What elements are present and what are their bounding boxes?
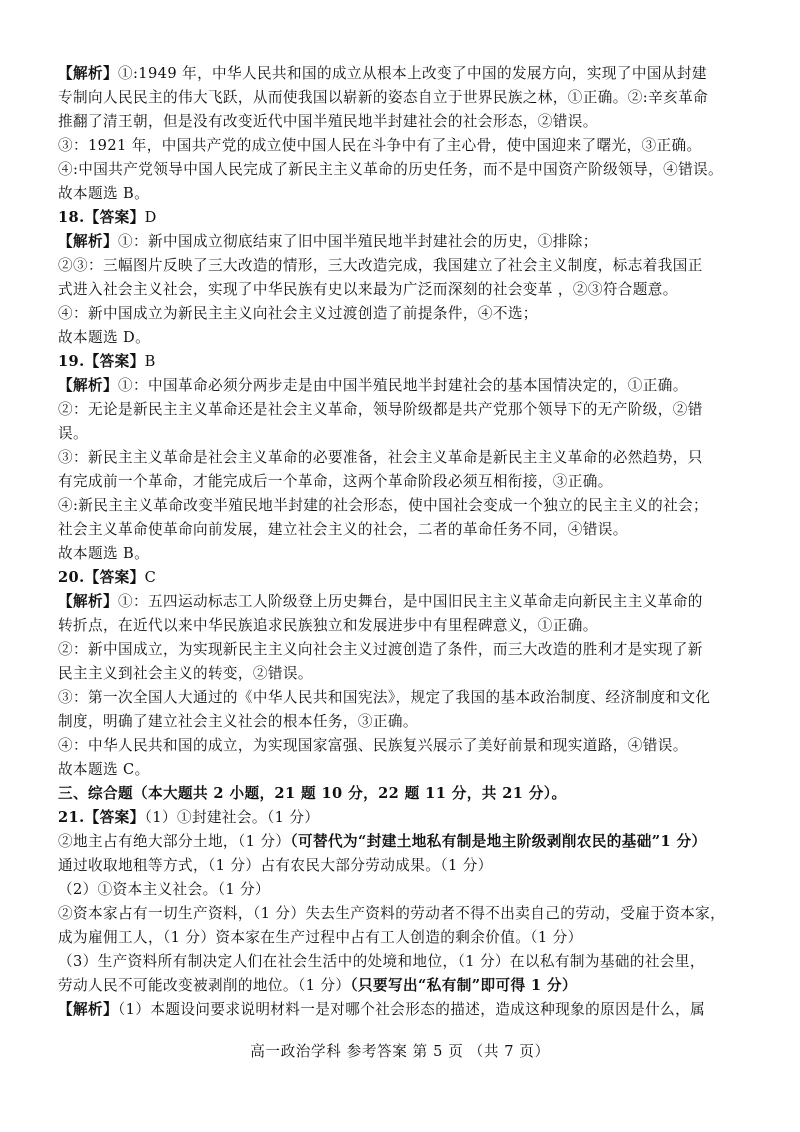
text-line bbox=[58, 806, 758, 830]
line-text: ④：中华人民共和国的成立，为实现国家富强、民族复兴展示了美好前景和现实道路，④错误。 bbox=[58, 737, 688, 754]
bold-text: 18. bbox=[58, 209, 85, 226]
line-text: 转折点，在近代以来中华民族追求民族独立和发展进步中有里程碑意义，①正确。 bbox=[58, 617, 598, 634]
line-text: （2）①资本主义社会。（1 分） bbox=[58, 881, 271, 898]
line-text: （1）①封建社会。（1 分） bbox=[144, 809, 320, 826]
line-text: （1）本题设问要求说明材料一是对哪个社会形态的描述，造成这种现象的原因是什么，属 bbox=[117, 1001, 706, 1018]
bold-text: （只要写出“私有制”即可得 1 分） bbox=[350, 977, 578, 994]
text-line bbox=[58, 182, 758, 206]
text-line bbox=[58, 998, 758, 1022]
text-line bbox=[58, 686, 758, 710]
bold-text: 19. bbox=[58, 353, 85, 370]
text-line bbox=[58, 86, 758, 110]
text-line bbox=[58, 398, 758, 422]
text-line bbox=[58, 974, 758, 998]
bold-text: 20. bbox=[58, 569, 85, 586]
line-text: ③：新民主主义革命是社会主义革命的必要准备，社会主义革命是新民主主义革命的必然趋势，只 bbox=[58, 449, 703, 466]
line-text: ④:中国共产党领导中国人民完成了新民主主义革命的历史任务，而不是中国资产阶级领导，④错误。 bbox=[58, 161, 724, 178]
page-footer: 高一政治学科 参考答案 第 5 页 （共 7 页） bbox=[250, 1043, 550, 1060]
line-text: 故本题选 B。 bbox=[58, 185, 150, 202]
bold-text: 【解析】 bbox=[58, 377, 118, 394]
text-line bbox=[58, 134, 758, 158]
line-text: 式进入社会主义社会，实现了中华民族有史以来最为广泛而深刻的社会变革 ，②③符合题意。 bbox=[58, 281, 678, 298]
line-text: ②资本家占有一切生产资料，（1 分）失去生产资料的劳动者不得不出卖自己的劳动，受雇于资本家， bbox=[58, 905, 726, 922]
text-line bbox=[58, 878, 758, 902]
line-text: ④：新中国成立为新民主主义向社会主义过渡创造了前提条件，④不选； bbox=[58, 305, 538, 322]
line-text: ②：无论是新民主主义革命还是社会主义革命，领导阶级都是共产党那个领导下的无产阶级，②错 bbox=[58, 401, 703, 418]
text-line bbox=[58, 206, 758, 230]
line-text: 故本题选 D。 bbox=[58, 329, 151, 346]
text-line bbox=[58, 158, 758, 182]
line-text: ④:新民主主义革命改变半殖民地半封建的社会形态，使中国社会变成一个独立的民主主义的社会； bbox=[58, 497, 709, 514]
bold-text: 【答案】 bbox=[84, 209, 145, 226]
line-text: ②地主占有绝大部分土地，（1 分） bbox=[58, 833, 291, 850]
line-text: 推翻了清王朝，但是没有改变近代中国半殖民地半封建社会的社会形态，②错误。 bbox=[58, 113, 598, 130]
text-line bbox=[58, 110, 758, 134]
text-line bbox=[58, 782, 758, 806]
line-text: ①：五四运动标志工人阶级登上历史舞台，是中国旧民主主义革命走向新民主主义革命的 bbox=[117, 593, 703, 610]
text-line bbox=[58, 566, 758, 590]
bold-text: 【答案】 bbox=[84, 353, 145, 370]
line-text: 制度，明确了建立社会主义社会的根本任务，③正确。 bbox=[58, 713, 418, 730]
bold-text: 【答案】 bbox=[84, 569, 145, 586]
line-text: 有完成前一个革命，才能完成后一个革命，这两个革命阶段必须互相衔接，③正确。 bbox=[58, 473, 613, 490]
text-line bbox=[58, 830, 758, 854]
bold-text: 【解析】 bbox=[58, 1001, 118, 1018]
text-line bbox=[58, 590, 758, 614]
bold-text: 【答案】 bbox=[84, 809, 145, 826]
line-text: （3）生产资料所有制决定人们在社会生活中的处境和地位，（1 分）在以私有制为基础的社会里， bbox=[58, 953, 705, 970]
text-line bbox=[58, 62, 758, 86]
line-text: 故本题选 B。 bbox=[58, 545, 150, 562]
text-line bbox=[58, 350, 758, 374]
line-text: ①:1949 年，中华人民共和国的成立从根本上改变了中国的发展方向，实现了中国从封建 bbox=[117, 65, 707, 82]
line-text: ①：中国革命必须分两步走是由中国半殖民地半封建社会的基本国情决定的，①正确。 bbox=[117, 377, 688, 394]
text-line bbox=[58, 518, 758, 542]
text-line bbox=[58, 950, 758, 974]
line-text: 通过收取地租等方式，（1 分）占有农民大部分劳动成果。（1 分） bbox=[58, 857, 493, 874]
text-line bbox=[58, 662, 758, 686]
text-line bbox=[58, 854, 758, 878]
text-line bbox=[58, 254, 758, 278]
text-line bbox=[58, 902, 758, 926]
line-text: 专制向人民民主的伟大飞跃，从而使我国以崭新的姿态自立于世界民族之林，①正确。②:辛亥革命 bbox=[58, 89, 709, 106]
text-line bbox=[58, 734, 758, 758]
text-line bbox=[58, 326, 758, 350]
text-line bbox=[58, 278, 758, 302]
text-line bbox=[58, 638, 758, 662]
line-text: C bbox=[144, 569, 157, 586]
bold-text: 三、综合题（本大题共 2 小题，21 题 10 分，22 题 11 分，共 21 分）。 bbox=[58, 785, 567, 802]
text-line bbox=[58, 302, 758, 326]
text-line bbox=[58, 710, 758, 734]
line-text: D bbox=[144, 209, 157, 226]
answer-document bbox=[58, 62, 758, 1022]
line-text: ②③：三幅图片反映了三大改造的情形，三大改造完成，我国建立了社会主义制度，标志着我国正 bbox=[58, 257, 703, 274]
line-text: ②：新中国成立，为实现新民主主义向社会主义过渡创造了条件，而三大改造的胜利才是实现了新 bbox=[58, 641, 703, 658]
line-text: 成为雇佣工人，（1 分）资本家在生产过程中占有工人创造的剩余价值。（1 分） bbox=[58, 929, 583, 946]
text-line bbox=[58, 926, 758, 950]
line-text: ③：第一次全国人大通过的《中华人民共和国宪法》，规定了我国的基本政治制度、经济制度和文化 bbox=[58, 689, 711, 706]
bold-text: 【解析】 bbox=[58, 65, 118, 82]
line-text: 劳动人民不可能改变被剥削的地位。（1 分） bbox=[58, 977, 351, 994]
bold-text: 21. bbox=[58, 809, 85, 826]
text-line bbox=[58, 542, 758, 566]
line-text: ①：新中国成立彻底结束了旧中国半殖民地半封建社会的历史，①排除； bbox=[117, 233, 598, 250]
text-line bbox=[58, 422, 758, 446]
text-line bbox=[58, 374, 758, 398]
text-line bbox=[58, 614, 758, 638]
line-text: 社会主义革命使革命向前发展，建立社会主义的社会，二者的革命任务不同，④错误。 bbox=[58, 521, 628, 538]
line-text: 民主主义到社会主义的转变，②错误。 bbox=[58, 665, 313, 682]
line-text: B bbox=[144, 353, 156, 370]
line-text: 故本题选 C。 bbox=[58, 761, 150, 778]
bold-text: （可替代为“封建土地私有制是地主阶级剥削农民的基础”1 分） bbox=[290, 833, 707, 850]
text-line bbox=[58, 494, 758, 518]
text-line bbox=[58, 230, 758, 254]
line-text: 误。 bbox=[58, 425, 88, 442]
text-line bbox=[58, 446, 758, 470]
bold-text: 【解析】 bbox=[58, 593, 118, 610]
bold-text: 【解析】 bbox=[58, 233, 118, 250]
text-line bbox=[58, 470, 758, 494]
text-line bbox=[58, 758, 758, 782]
line-text: ③：1921 年，中国共产党的成立使中国人民在斗争中有了主心骨，使中国迎来了曙光，③正确。 bbox=[58, 137, 702, 154]
